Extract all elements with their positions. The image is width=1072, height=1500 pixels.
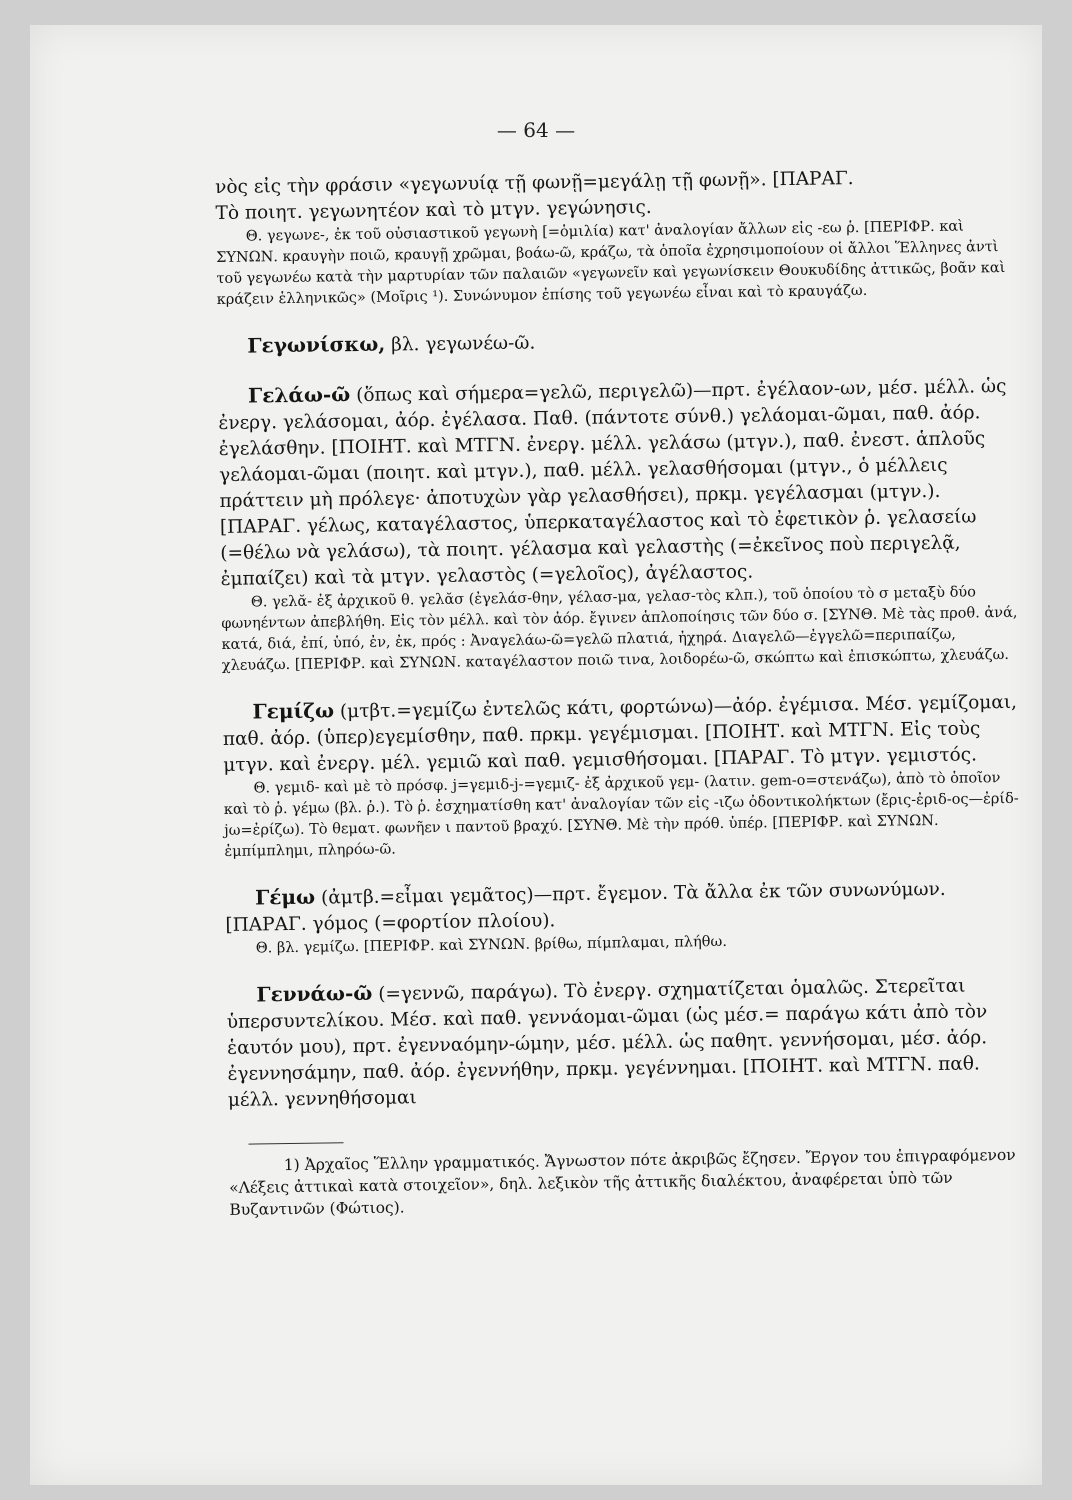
continuation-line: Τὸ ποιητ. γεγωνητέον καὶ τὸ μτγν. γεγώνησις. — [215, 196, 652, 224]
entry-definition: (=γεννῶ, παράγω). Τὸ ἐνεργ. σχηματίζεται ὁμαλῶς. Στερεῖται ὑπερσυντελίκου. Μέσ. καὶ παθ. γεννάομαι-ῶμαι (ὡς μέσ.= παράγω κάτι ἀπὸ τὸν ἑαυτόν μου), πρτ. ἐγενναόμην-ώμην, μέσ. μέλλ. ὡς παθητ. γεννήσομαι, μέσ. ἀόρ. ἐγεννησάμην, παθ. ἀόρ. ἐγεννήθην, πρκμ. γεγέννημαι. [ΠΟΙΗΤ. καὶ ΜΤΓΝ. παθ. μέλλ. γεννηθήσομαι — [226, 975, 988, 1111]
entry-headword: Γεννάω-ῶ — [256, 980, 373, 1007]
entry-headword: Γέμω — [254, 884, 316, 910]
entry-definition: βλ. γεγωνέω-ῶ. — [391, 332, 536, 356]
footnote-divider — [249, 1142, 344, 1144]
entry-gemizw — [222, 688, 1029, 863]
page-number: — 64 — — [496, 118, 576, 142]
entry-headword: Γελάω-ῶ — [247, 382, 351, 408]
entry-definition: (ὅπως καὶ σήμερα=γελῶ, περιγελῶ)—πρτ. ἐγέλαον-ων, μέσ. μέλλ. ὡς ἐνεργ. γελάσομαι, ἀόρ. ἐγέλασα. Παθ. (πάντοτε σύνθ.) γελάομαι-ῶμαι, παθ. ἀόρ. ἐγελάσθην. [ΠΟΙΗΤ. καὶ ΜΤΓΝ. ἐνεργ. μέλλ. γελάσω (μτγν.), παθ. ἐνεστ. ἁπλοῦς γελάομαι-ῶμαι (ποιητ. καὶ μτγν.), παθ. μέλλ. γελασθήσομαι (μτγν., ὁ μέλλεις πράττειν μὴ πρόλεγε· ἀποτυχὼν γὰρ γελασθήσει), πρκμ. γεγέλασμαι (μτγν.). [ΠΑΡΑΓ. γέλως, καταγέλαστος, ὑπερκαταγέλαστος καὶ τὸ ἐφετικὸν ῥ. γελασείω (=θέλω νὰ γελάσω), τὰ ποιητ. γέλασμα καὶ γελαστὴς (=ἐκεῖνος ποὺ περιγελᾷ, ἐμπαίζει) καὶ τὰ μτγν. γελαστὸς (=γελοῖος), ἀγέλαστος. — [218, 375, 1007, 590]
entry-definition: (ἀμτβ.=εἶμαι γεμᾶτος)—πρτ. ἔγεμον. Τὰ ἄλλα ἐκ τῶν συνωνύμων. [ΠΑΡΑΓ. γόμος (=φορτίον πλοίου). — [225, 878, 946, 936]
etymology-note: Θ. γεμιδ- καὶ μὲ τὸ πρόσφ. j=γεμιδ-j-=γεμιζ- ἐξ ἀρχικοῦ γεμ- (λατιν. gem-o=στενάζω), ἀπὸ τὸ ὁποῖον καὶ τὸ ῥ. γέμω (βλ. ῥ.). Τὸ ῥ. ἐσχηματίσθη κατ' ἀναλογίαν τῶν εἰς -ιζω ὀδοντικολήκτων (ἔρις-ἐριδ-ος—ἐρίδ-jω=ἐρίζω). Τὸ θεματ. φωνῆεν ι παντοῦ βραχύ. [ΣΥΝΘ. Μὲ τὴν πρόθ. ὑπέρ. [ΠΕΡΙΦΡ. καὶ ΣΥΝΩΝ. ἐμπίμπλημι, πληρόω-ῶ. — [223, 770, 1019, 860]
entry-gelaw — [218, 372, 1027, 677]
entry-gegoniskw — [217, 322, 1022, 361]
entry-definition: (μτβτ.=γεμίζω ἐντελῶς κάτι, φορτώνω)—ἀόρ. ἐγέμισα. Μέσ. γεμίζομαι, παθ. ἀόρ. (ὑπερ)εγεμίσθην, παθ. πρκμ. γεγέμισμαι. [ΠΟΙΗΤ. καὶ ΜΤΓΝ. Εἰς τοὺς μτγν. καὶ ἐνεργ. μέλ. γεμιῶ καὶ παθ. γεμισθήσομαι. [ΠΑΡΑΓ. Τὸ μτγν. γεμιστός. — [222, 691, 1018, 776]
entry-gennaw — [226, 971, 1033, 1114]
entry-headword: Γεμίζω — [252, 698, 335, 724]
book-page — [30, 25, 1042, 1485]
etymology-note: Θ. γελᾰ- ἐξ ἀρχικοῦ θ. γελᾰσ (ἐγελάσ-θην, γέλασ-μα, γελασ-τὸς κλπ.), τοῦ ὁποίου τὸ σ μεταξὺ δύο φωνηέντων ἀπεβλήθη. Εἰς τὸν μέλλ. καὶ τὸν ἀόρ. ἔγινεν ἁπλοποίησις τῶν δύο σ. [ΣΥΝΘ. Μὲ τὰς προθ. ἀνά, κατά, διά, ἐπί, ὑπό, ἐν, ἐκ, πρός : Ἀναγελάω-ῶ=γελῶ πλατιά, ἠχηρά. Διαγελῶ—ἐγγελῶ=περιπαίζω, χλευάζω. [ΠΕΡΙΦΡ. καὶ ΣΥΝΩΝ. καταγέλαστον ποιῶ τινα, λοιδορέω-ῶ, σκώπτω καὶ ἐπισκώπτω, χλευάζω. — [221, 584, 1018, 674]
continuation-line: νὸς εἰς τὴν φράσιν «γεγωνυίᾳ τῇ φωνῇ=μεγάλῃ τῇ φωνῇ». [ΠΑΡΑΓ. — [215, 168, 854, 198]
entry-gemw — [225, 874, 1031, 960]
etymology-note: Θ. γεγωνε-, ἐκ τοῦ οὐσιαστικοῦ γεγωνὴ [=ὁμιλία) κατ' ἀναλογίαν ἄλλων εἰς -εω ῥ. [ΠΕΡΙΦΡ. καὶ ΣΥΝΩΝ. κραυγὴν ποιῶ, κραυγῇ χρῶμαι, βοάω-ῶ, κράζω, τὰ ὁποῖα ἐχρησιμοποίουν οἱ ἄλλοι Ἕλληνες ἀντὶ τοῦ γεγωνέω κατὰ τὴν μαρτυρίαν τῶν παλαιῶν «γεγωνεῖν καὶ γεγωνίσκειν Θουκυδίδης ἀττικῶς, βοᾶν καὶ κράζειν ἑλληνικῶς» (Μοῖρις ¹). Συνώνυμον ἐπίσης τοῦ γεγωνέω εἶναι καὶ τὸ κραυγάζω. — [216, 218, 1006, 308]
etymology-note: Θ. βλ. γεμίζω. [ΠΕΡΙΦΡ. καὶ ΣΥΝΩΝ. βρίθω, πίμπλαμαι, πλήθω. — [255, 933, 727, 957]
dictionary-text — [215, 164, 1035, 1221]
footnote: 1) Ἀρχαῖος Ἕλλην γραμματικός. Ἄγνωστον πότε ἀκριβῶς ἔζησεν. Ἔργον του ἐπιγραφόμενον «Λέξεις ἀττικαὶ κατὰ στοιχεῖον», δηλ. λεξικὸν τῆς ἀττικῆς διαλέκτου, ἀναφέρεται ὑπὸ τῶν Βυζαντινῶν (Φώτιος). — [229, 1145, 1016, 1219]
entry-headword: Γεγωνίσκω, — [247, 331, 386, 358]
